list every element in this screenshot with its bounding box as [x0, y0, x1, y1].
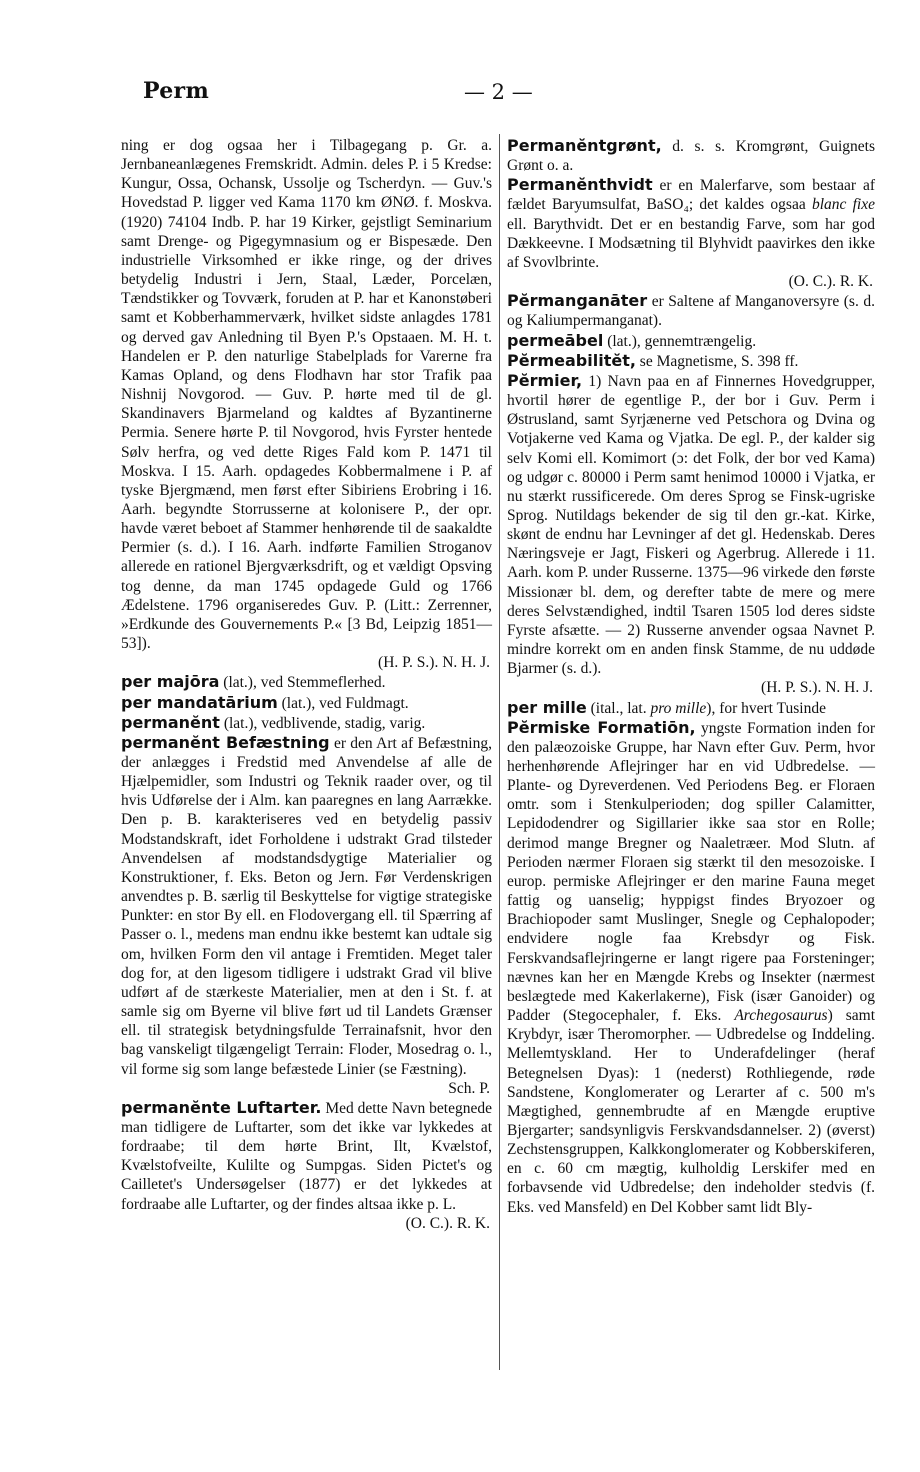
right-column: [507, 136, 875, 1217]
headword: Pĕrmeabilitĕt,: [507, 350, 636, 370]
entry-text: d. s. s. Kromgrønt, Guignets Grønt o. a.: [507, 138, 875, 175]
entry-per-mandatarium: [121, 693, 492, 713]
headword: permanĕnt: [121, 712, 220, 732]
entry-text: se Magnetisme, S. 398 ff.: [635, 352, 799, 370]
entry-per-majora: [121, 672, 492, 692]
headword: Pĕrmier,: [507, 370, 583, 390]
entry-text: ell. Barythvidt. Det er en bestandig Farve, som har god Dækkeevne. I Modsætning til Blyhvidt paavirkes den ikke af Svovlbrinte.: [507, 215, 875, 271]
entry-italic: pro mille: [650, 699, 707, 717]
entry-italic: Archegosaurus: [734, 1007, 828, 1025]
headword: Pĕrmanganāter: [507, 291, 648, 311]
entry-text: ning er dog ogsaa her i Tilbagegang p. Gr. a. Jernbaneanlægenes Fremskridt. Admin. deles P. i 5 Kredse: Kungur, Ossa, Ochansk, Ussolje og Tscherdyn. — Guv.'s Hovedstad P. ligger ved Kama 1170 km ØNØ. f. Moskva. (1920) 74104 Indb. P. har 19 Kirker, gejstligt Seminarium samt Drenge- og Pigegymnasium og er Bispesæde. Den industrielle Virksomhed er ikke ringe, og der drives betydelig Industri i Jern, Staal, Læder, Porcelæn, Tændstikker og Tovværk, foruden at P. har et Kanonstøberi samt et Kobberhammerværk, hvilket sidste anlagdes 1781 og derved gav Anledning til Byen P.'s Opstaaen. M. H. t. Handelen er P. den naturlige Stabelplads for Varerne fra Kamas Opland, og dens Flodhavn har stor Trafik paa Nishnij Novgorod. — Guv. P. hørte med til de gl. Skandinavers Bjarmeland og kaldtes af Byzantinerne Permia. Senere hørte P. til Novgorod, hvis Fyrster hentede Sølv herfra, og ved dette Riges Fald kom P. 1471 til Moskva. I 15. Aarh. opdagedes Kobbermalmene i P. af tyske Bjergmænd, men først efter Sibiriens Erobring i 16. Aarh. begyndte Storrusserne at kolonisere P., der opr. havde været beboet af Stammer henhørende til de saakaldte Permier (s. d.). I 16. Aarh. indførte Familien Stroganov allerede en rationel Bjergværksdrift, og et vældigt Opsving tog denne, da man 1745 opdagede Guld og 1766 Ædelstene. 1796 organiseredes Guv. P. (Litt.: Zerrenner, »Erdkunde des Gouvernements P.« [3 Bd, Leipzig 1851—53]).: [121, 137, 492, 653]
column-divider: [499, 134, 500, 1370]
entry-permier: [507, 371, 875, 698]
headword: Permanĕnthvidt: [507, 175, 653, 195]
entry-text: (lat.), ved Stemmeflerhed.: [219, 674, 386, 692]
headword: Pĕrmiske Formatiōn,: [507, 717, 696, 737]
entry-permanent-befaestning: [121, 733, 492, 1098]
entry-permanganater: [507, 291, 875, 330]
entry-text: 1) Navn paa en af Finnernes Hovedgrupper, hvortil hører de egentlige P., der bor i Guv. Perm i Østrusland, samt Syrjænerne ved Petschora og Dvina og Votjakerne ved Kama og Vjatka. De egl. P., der kalder sig selv Komi ell. Komimort (ɔ: det Folk, der bor ved Kama) og udgør c. 80000 i Perm samt henimod 10000 i Vjatka, er nu stærkt russificerede. Om deres Sprog se Finsk-ugriske Sprog. Nutildags bekender de sig til den gr.-kat. Kirke, skønt de endnu har Levninger af det gl. Hedenskab. Deres Næringsveje er Jagt, Fiskeri og Agerbrug. Allerede i 11. Aarh. kom P. under Russerne. 1375—96 virkede den første Missionær bl. dem, og derefter tabte de mere og mere deres Selvstændighed, indtil Tsaren 1505 lod deres sidste Fyrste afsætte. — 2) Russerne anvender ogsaa Navnet P. mindre korrekt om en anden finsk Stamme, de nu uddøde Bjarmer (s. d.).: [507, 372, 875, 678]
entry-permanenthvidt: [507, 175, 875, 291]
entry-permeabel: [507, 331, 875, 351]
running-head-word: Perm: [143, 78, 210, 104]
entry-italic: blanc fixe: [811, 196, 875, 214]
headword: Permanĕntgrønt,: [507, 136, 662, 155]
entry-permeabilitet: [507, 351, 875, 371]
entry-per-mille: [507, 698, 875, 718]
headword: per majōra: [121, 672, 220, 692]
headword: permanĕnt Befæstning: [121, 732, 330, 752]
left-column: [121, 136, 492, 1233]
entry-text: ), for hvert Tusinde: [706, 699, 826, 717]
entry-text: (lat.), ved Fuldmagt.: [277, 694, 409, 712]
author-signature: (H. P. S.). N. H. J.: [378, 654, 490, 672]
entry-text: ) samt Krybdyr, især Theromorpher. — Udbredelse og Inddeling. Mellemtyskland. Her to Underafdelinger (heraf Betegnelsen Dyas): 1 (nederst) Rothliegende, røde Sandstene, Konglomerater og Lerarter af c. 500 m's Mægtighed, gennembrudte af en Mængde eruptive Bjergarter; sandsynligvis Ferskvandsdannelser. 2) (øverst) Zechstensgruppen, Kalkkonglomerater og Kobberskiferen, en c. 60 cm mægtig, kulholdig Lerskifer med en forbavsende vid Udbredelse; den indeholder stedvis (f. Eks. ved Mansfeld) en Del Kobber samt lidt Bly-: [507, 1007, 876, 1216]
entry-permanentgront: [507, 136, 875, 175]
entry-text: er en Malerfarve, som bestaar af fældet Baryumsulfat, BaSO₄; det kaldes ogsaa: [507, 177, 875, 214]
headword: per mandatārium: [121, 692, 278, 712]
author-signature: (O. C.). R. K.: [788, 273, 873, 291]
entry-text: er den Art af Befæstning, der anlægges i Fredstid med Anvendelse af alle de Hjælpemidler, som Industri og Teknik raader over, og til hvis Udførelse der i Alm. kan paaregnes en lang Aarrække. Den p. B. karakteriseres ved en betydelig passiv Modstandskraft, idet Forholdene i udstrakt Grad tilsteder Anvendelsen af modstandsdygtige Materialier og Konstruktioner, f. Eks. Beton og Jern. Før Verdenskrigen anvendtes p. B. særlig til Beskyttelse for vigtige strategiske Punkter: en stor By ell. en Flodovergang ell. til Spærring af Passer o. l., medens man endnu ikke bestemt kan udtale sig om, hvilken Form den vil antage i Fremtiden. Meget taler dog for, at den ligesom tidligere i udstrakt Grad vil blive udført af de stærkeste Materialier, men at den i St. f. at samle sig om Byerne vil blive ført ud til Landets Grænser ell. til strategisk betydningsfulde Terrainafsnit, hvor den bag vanskeligt tilgængeligt Terrain: Floder, Mosedrag o. l., vil forme sig som lange befæstede Linier (se Fæstning).: [121, 734, 492, 1078]
entry-permanente-luftarter: [121, 1098, 492, 1233]
headword: per mille: [507, 697, 587, 717]
entry-text: (lat.), vedblivende, stadig, varig.: [219, 714, 426, 732]
entry-text: (lat.), gennemtrængelig.: [603, 332, 757, 350]
entry-perm-continued: [121, 136, 492, 672]
headword: permeābel: [507, 330, 604, 350]
author-signature: Sch. P.: [448, 1079, 490, 1097]
entry-text: (ital., lat.: [586, 699, 651, 717]
entry-permanent: [121, 713, 492, 733]
author-signature: (H. P. S.). N. H. J.: [761, 679, 873, 697]
entry-text: yngste Formation inden for den palæozoiske Gruppe, har Navn efter Guv. Perm, hvor herhenhørende Aflejringer har en vid Udbredelse. — Plante- og Dyreverdenen. Ved Periodens Beg. er Floraen omtr. som i Stenkulperioden; dog spiller Calamitter, Lepidodendrer og Sigillarier ikke saa stor en Rolle; derimod mange Bregner og Naaletræer. Mod Slutn. af Perioden nærmer Floraen sig stærkt til den mesozoiske. I europ. permiske Aflejringer er den marine Fauna meget fattig og uanselig; hyppigst findes Bryozoer og Brachiopoder samt Muslinger, Snegle og Cephalopoder; endvidere nogle faa Krebsdyr og Fisk. Ferskvandsaflejringerne er langt rigere paa Forsteninger; nævnes kan her en Mængde Krebs og Insekter (nærmest beslægtede med Kakerlakerne), Fisk (især Ganoider) og Padder (Stegocephaler, f. Eks.: [507, 719, 875, 1025]
headword: permanĕnte Luftarter.: [121, 1097, 322, 1117]
entry-permiske-formation: [507, 718, 875, 1217]
entry-text: er Saltene af Manganoversyre (s. d. og Kaliumpermanganat).: [507, 293, 875, 330]
page-number: — 2 —: [464, 80, 533, 104]
entry-text: Med dette Navn betegnede man tidligere de Luftarter, som det ikke var lykkedes at fordraabe; til dem hørte Brint, Ilt, Kvælstof, Kvælstofveilte, Kulilte og Sumpgas. Siden Pictet's og Cailletet's Undersøgelser (1877) er det lykkedes at fordraabe alle Luftarter, og der findes altsaa ikke p. L.: [121, 1099, 493, 1213]
author-signature: (O. C.). R. K.: [405, 1214, 490, 1232]
